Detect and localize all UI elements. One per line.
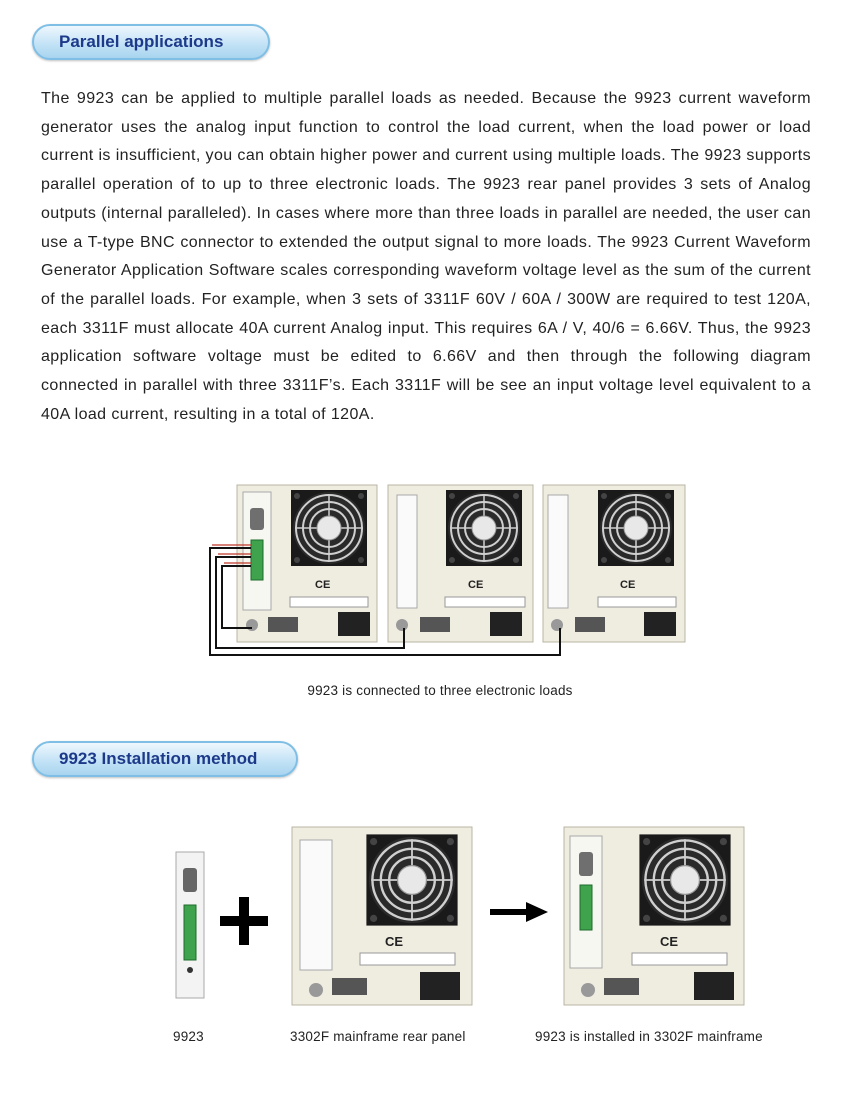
svg-text:CE: CE	[468, 579, 484, 591]
svg-text:CE: CE	[660, 934, 679, 949]
heading-text: Parallel applications	[59, 32, 224, 51]
body-paragraph: The 9923 can be applied to multiple parallel loads as needed. Because the 9923 current waveform generator uses the analog input function to control the load current, when the load power or load current is insufficient, you can obtain higher power and current using multiple loads. The 9923 supports parallel operation of to up to three electronic loads. The 9923 rear panel provides 3 sets of Analog outputs (internal paralleled). In cases where more than three loads in parallel are needed, the user can use a T-type BNC connector to extended the output signal to more loads. The 9923 Current Waveform Generator Application Software scales corresponding waveform voltage level as the sum of the current of the parallel loads. For example, when 3 sets of 3311F 60V / 60A / 300W are required to test 120A, each 3311F must allocate 40A current Analog input. This requires 6A / V, 40/6 = 6.66V. Thus, the 9923 application software voltage must be edited to 6.66V and then through the following diagram connected in parallel with three 3311F’s. Each 3311F will be see an input voltage level equivalent to a 40A load current, resulting in a total of 120A.	[41, 90, 811, 423]
svg-text:CE: CE	[315, 579, 331, 591]
caption-rear-panel: 3302F mainframe rear panel	[290, 1029, 466, 1044]
caption-installed: 9923 is installed in 3302F mainframe	[535, 1029, 763, 1044]
load-unit-3	[543, 485, 685, 642]
load-unit-2	[388, 485, 533, 642]
caption-9923: 9923	[173, 1029, 204, 1044]
heading-text: 9923 Installation method	[59, 749, 258, 768]
arrow-right-icon	[490, 902, 548, 922]
figure-caption: 9923 is connected to three electronic loads	[307, 683, 573, 698]
svg-text:CE: CE	[620, 579, 636, 591]
section-heading-installation	[32, 741, 298, 777]
installed-mainframe-image	[564, 827, 744, 1005]
load-unit-1	[237, 485, 377, 642]
plus-symbol	[220, 897, 268, 945]
card-9923-image	[176, 852, 204, 998]
svg-text:CE: CE	[385, 934, 404, 949]
mainframe-rear-panel-image	[292, 827, 472, 1005]
